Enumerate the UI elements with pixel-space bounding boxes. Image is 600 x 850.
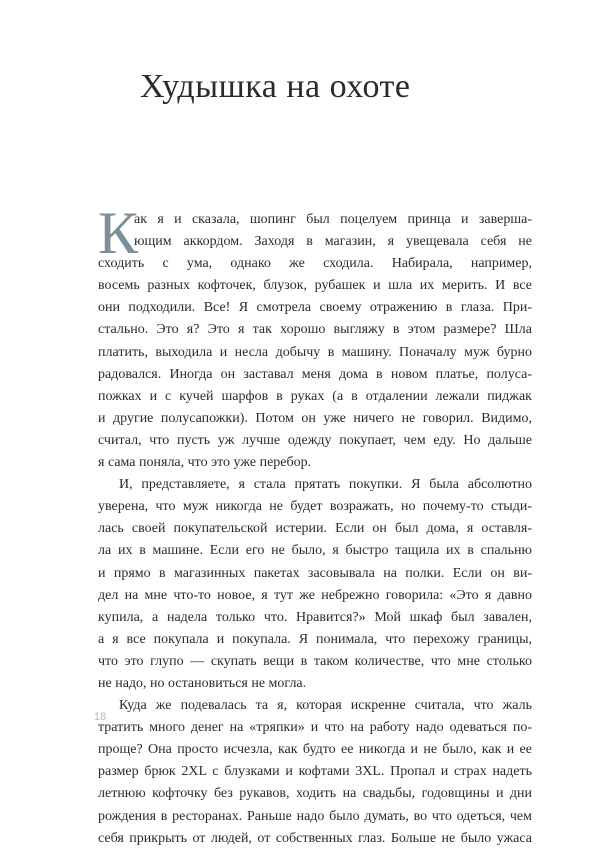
text-line: ла их в машине. Если его не было, я быстро тащила их в спальню <box>98 543 532 559</box>
text-line: рождения в ресторанах. Раньше надо было думать, во что одеться, чем <box>98 808 532 824</box>
page-number: 18 <box>94 711 107 723</box>
text-line: восемь разных кофточек, блузок, рубашек и шла их мерить. И все <box>98 278 532 294</box>
text-line: уверена, что муж никогда не будет возражать, но почему-то стыди- <box>98 499 532 515</box>
paragraph-1 <box>98 200 532 850</box>
text-line: платить, выходила и несла добычу в машину. Поначалу муж бурно <box>98 344 532 360</box>
drop-cap: К <box>98 200 139 266</box>
text-line: размер брюк 2XL с блузками и кофтами 3XL. Пропал и страх надеть <box>98 764 532 780</box>
text-line: радовался. Иногда он заставал меня дома в новом платье, полуса- <box>98 366 532 382</box>
text-line: и прямо в магазинных пакетах засовывала на полки. Если он ви- <box>98 565 532 581</box>
text-line: тратить много денег на «тряпки» и что на работу надо одеваться по- <box>98 720 532 736</box>
text-line: я сама поняла, что это уже перебор. <box>98 455 312 471</box>
text-line: сходить с ума, однако же сходила. Набирала, например, <box>98 256 532 272</box>
text-line: лась своей покупательской истерии. Если он был дома, я оставля- <box>98 521 532 537</box>
text-line: пожках и с кучей шарфов в руках (а в отдалении лежали пиджак <box>98 388 532 404</box>
text-line: Куда же подевалась та я, которая искренне считала, что жаль <box>119 698 532 714</box>
text-line: не надо, но остановиться не могла. <box>98 675 307 691</box>
text-line: они подходили. Все! Я смотрела своему отражению в глаза. При- <box>98 300 532 316</box>
text-line: себя прикрыть от людей, от собственных глаз. Больше не было ужаса <box>98 830 532 846</box>
text-line: проще? Она просто исчезла, как будто ее никогда и не было, как и ее <box>98 742 532 758</box>
text-line: ак я и сказала, шопинг был поцелуем принца и заверша- <box>134 212 532 227</box>
text-line: купила, а надела только что. Нравится?» Мой шкаф был завален, <box>98 609 532 625</box>
text-line: стально. Это я? Это я так хорошо выгляжу в этом размере? Шла <box>98 322 532 338</box>
text-line: и другие полусапожки). Потом он уже ничего не говорил. Видимо, <box>98 410 532 426</box>
text-line: а я все покупала и покупала. Я понимала, что перехожу границы, <box>98 631 532 647</box>
text-line: дел на мне что-то новое, я тут же небрежно говорила: «Это я давно <box>98 587 532 603</box>
text-line: ющим аккордом. Заходя в магазин, я увещевала себя не <box>134 234 532 250</box>
text-line: что это глупо — скупать вещи в таком количестве, что мне столько <box>98 653 532 669</box>
text-line: считал, что пусть уж лучше одежду покупает, чем еду. Но дальше <box>98 432 532 448</box>
chapter-title: Худышка на охоте <box>140 68 411 105</box>
text-line: И, представляете, я стала прятать покупки. Я была абсолютно <box>119 477 532 493</box>
text-line: летнюю кофточку без рукавов, ходить на свадьбы, годовщины и дни <box>98 786 532 802</box>
